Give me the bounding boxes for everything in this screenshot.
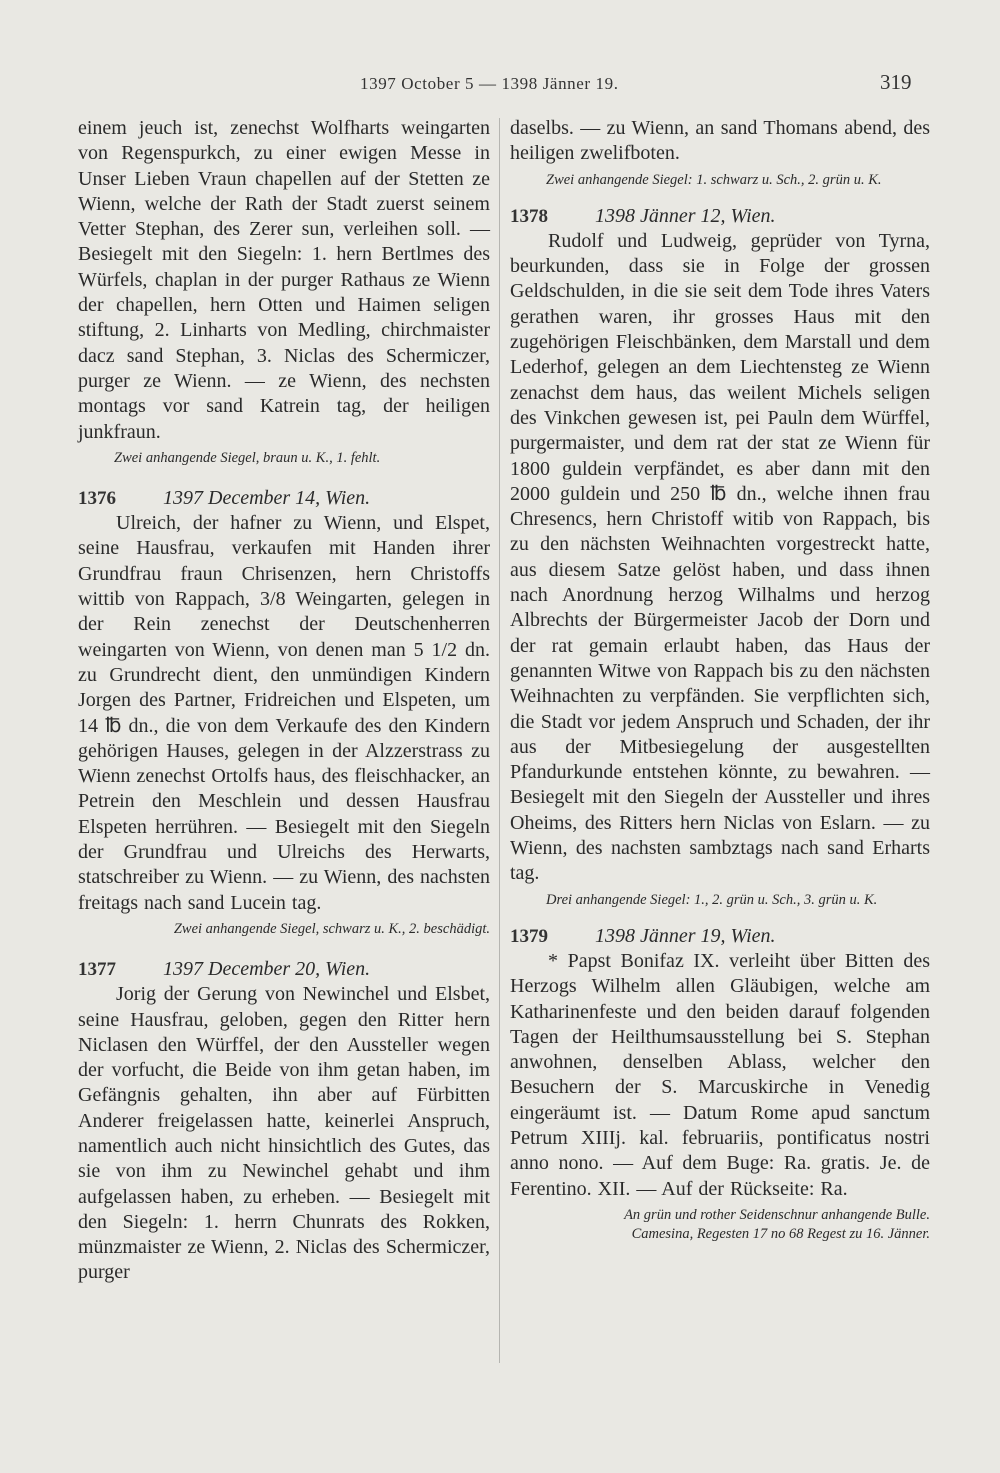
entry-text-1379: * Papst Bonifaz IX. verleiht über Bitten des Herzogs Wilhelm allen Gläubigen, welche am Katharinenfeste und den beiden darauf folgenden Tagen der Heilthumsausstellung bei S. Stephan anwohnen, denselben Ablass, welcher den Besuchern der S. Marcuskirche in Venedig eingeräumt ist. — Datum Rome apud sanctum Petrum XIIIj. kal. februariis, pontificatus nostri anno nono. — Auf dem Buge: Ra. gratis. Je. de Ferentino. XII. — Auf der Rückseite: Ra. bbox=[510, 949, 930, 1200]
entry-header-1377 bbox=[78, 957, 490, 982]
entry-header-1376 bbox=[78, 486, 490, 511]
running-head: 1397 October 5 — 1398 Jänner 19. bbox=[360, 74, 619, 93]
entry-header-1379 bbox=[510, 924, 930, 949]
left-column bbox=[78, 116, 490, 1286]
entry-date: 1398 Jänner 12, Wien. bbox=[595, 204, 776, 227]
column-divider bbox=[499, 118, 500, 1363]
entry-header-1378 bbox=[510, 204, 930, 229]
seal-note: Zwei anhangende Siegel, braun u. K., 1. fehlt. bbox=[114, 449, 381, 466]
seal-note: Zwei anhangende Siegel: 1. schwarz u. Sch., 2. grün u. K. bbox=[546, 171, 882, 188]
entry-date: 1398 Jänner 19, Wien. bbox=[595, 924, 776, 947]
entry-text-1376: Ulreich, der hafner zu Wienn, und Elspet, seine Hausfrau, verkaufen mit Handen ihrer Grundfrau fraun Chrisenzen, hern Christoffs wittib von Rappach, 3/8 Weingarten, gelegen in der Rein zenechst der Deutschenherren weingarten von Wienn, von denen man 5 1/2 dn. zu Grundrecht dient, den unmündigen Kindern Jorgen des Partner, Fridreichen und Elspeten, um 14 ℔ dn., die von dem Verkaufe des den Kindern gehörigen Hauses, gelegen in der Alzzerstrass zu Wienn zenechst Ortolfs haus, des fleischhacker, an Petrein den Meschlein und dessen Hausfrau Elspeten herrühren. — Besiegelt mit den Siegeln der Grundfrau und Ulreichs des Herwarts, statschreiber zu Wienn. — zu Wienn, des nachsten freitags nach sand Lucein tag. bbox=[78, 512, 491, 914]
page-header bbox=[0, 70, 1000, 104]
entry-number: 1378 bbox=[510, 205, 548, 227]
continued-text: daselbs. — zu Wienn, an sand Thomans abend, des heiligen zwelifboten. bbox=[510, 117, 930, 165]
entry-number: 1379 bbox=[510, 925, 548, 947]
entry-date: 1397 December 14, Wien. bbox=[163, 486, 371, 509]
seal-note-1378: Drei anhangende Siegel: 1., 2. grün u. Sch., 3. grün u. K. bbox=[546, 891, 878, 908]
seal-note-1376: Zwei anhangende Siegel, schwarz u. K., 2. beschädigt. bbox=[173, 920, 490, 937]
entry-number: 1376 bbox=[78, 487, 116, 509]
entry-text-1377: Jorig der Gerung von Newinchel und Elsbet, seine Hausfrau, geloben, gegen den Ritter hern Niclasen den Würffel, der den Aussteller wegen der vorfucht, die Beide von ihm getan haben, im Gefängnis gehalten, ihn aber auf Fürbitten Anderer freigelassen hatte, keinerlei Anspruch, namentlich auch nicht hinsichtlich des Gutes, das sie von ihm zu Newinchel gehabt und ihm aufgelassen haben, zu erheben. — Besiegelt mit den Siegeln: 1. herrn Chunrats des Rokken, münzmaister ze Wienn, 2. Niclas des Schermiczer, purger bbox=[78, 983, 490, 1284]
reference-note: Camesina, Regesten 17 no 68 Regest zu 16. Jänner. bbox=[631, 1225, 930, 1242]
bull-note: An grün und rother Seidenschnur anhangende Bulle. bbox=[624, 1206, 930, 1223]
entry-number: 1377 bbox=[78, 958, 116, 980]
entry-date: 1397 December 20, Wien. bbox=[163, 957, 371, 980]
page-number: 319 bbox=[880, 70, 912, 94]
entry-text-1378: Rudolf und Ludweig, geprüder von Tyrna, beurkunden, dass sie in Folge der grossen Geldschulden, in die sie seit dem Tode ihres Vaters gerathen waren, ihr grosses Haus mit den zugehörigen Fleischbänken, dem Marstall und dem Lederhof, gelegen an dem Liechtensteg ze Wienn zenachst dem haus, das weilent Michels seligen des Vinkchen gewesen ist, pei Pauln dem Würffel, purgermaister, und dem rat der stat ze Wienn für 1800 guldein verpfändet, es aber dann mit den 2000 guldein und 250 ℔ dn., welche ihnen frau Chresencs, hern Christoff witib von Rappach, bis zu den nächsten Weihnachten vorgestreckt hatte, aus diesem Satze gelöst haben, und dass ihnen nach Anordnung herzog Wilhalms und herzog Albrechts der Bürgermeister Jacob der Dorn und der rat gemain erlaubt haben, das Haus der genannten Witwe von Rappach bis zu den nächsten Weihnachten zu verpfänden. Sie verpflichten sich, die Stadt vor jedem Anspruch und Schaden, der ihr aus der Mitbesiegelung der ausgestellten Pfandurkunde entstehen könnte, zu bewahren. — Besiegelt mit den Siegeln der Aussteller und ihres Oheims, des Ritters hern Niclas von Eslarn. — zu Wienn, des nachsten sambztags nach sand Erharts tag. bbox=[510, 229, 930, 885]
continued-text: einem jeuch ist, zenechst Wolfharts weingarten von Regenspurkch, zu einer ewigen Messe in Unser Lieben Vraun chapellen auf der Stetten ze Wienn, welche der Rath der Stadt zuerst seinem Vetter Stephan, des Zerer sun, verleihen soll. — Besiegelt mit den Siegeln: 1. hern Bertlmes des Würfels, chaplan in der purger Rathaus ze Wienn der chapellen, hern Otten und Haimen seligen stiftung, 2. Linharts von Medling, chirchmaister dacz sand Stephan, 3. Niclas des Schermiczer, purger ze Wienn. — ze Wienn, des nechsten montags vor sand Katrein tag, der heiligen junkfraun. bbox=[78, 117, 490, 443]
right-column bbox=[510, 116, 930, 1244]
